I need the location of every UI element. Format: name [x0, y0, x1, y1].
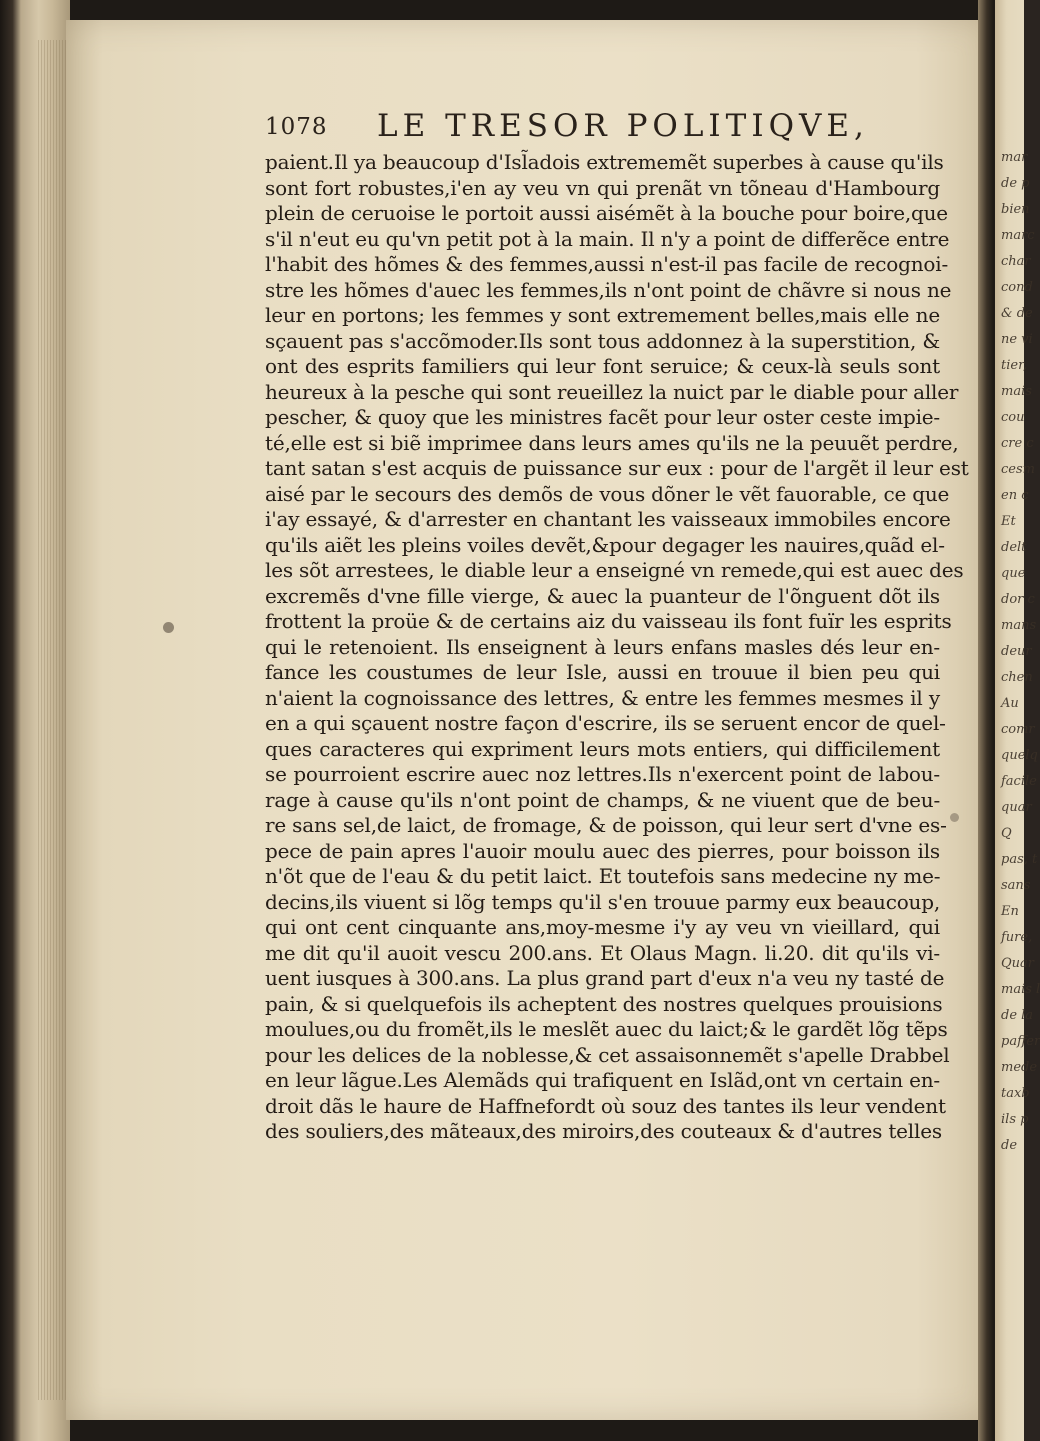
facing-page-fragment: & de: [1001, 306, 1033, 321]
facing-page-fragment: Quar: [1001, 956, 1034, 971]
text-line: qui ont cent cinquante ans,moy-mesme i'y ay veu vn vieillard, qui: [265, 915, 940, 939]
facing-page-fragment: mais: [1001, 384, 1032, 399]
facing-page-fragment: mans: [1001, 618, 1037, 633]
text-line: se pourroient escrire auec noz lettres.Ils n'exercent point de labou-: [265, 762, 940, 786]
text-line: sont fort robustes,i'en ay veu vn qui prenãt vn tõneau d'Hambourg: [265, 175, 940, 200]
text-line: frottent la proüe & de certains aiz du vaisseau ils font fuïr les esprits: [265, 609, 952, 633]
facing-page-fragment: delt: [1001, 540, 1027, 555]
facing-page-fragment: taxb: [1001, 1086, 1030, 1101]
text-line: sçauent pas s'accõmoder.Ils sont tous addonnez à la superstition, &: [265, 328, 940, 353]
facing-page-fragment: fure,: [1001, 930, 1033, 945]
text-line: aisé par le secours des demõs de vous dõner le vẽt fauorable, ce que: [265, 481, 950, 506]
body-text: [265, 150, 969, 1145]
facing-page-fragment: ne vi: [1001, 332, 1033, 347]
text-line: pain, & si quelquefois ils acheptent des nostres quelques prouisions: [265, 991, 943, 1016]
text-line: qu'ils aiẽt les pleins voiles devẽt,&pour degager les nauires,quãd el-: [265, 532, 945, 557]
page-edges: [0, 0, 70, 1441]
facing-page-fragment: mede: [1001, 1060, 1038, 1075]
facing-page-fragment: mar: [1001, 150, 1028, 165]
ink-blot: [950, 813, 959, 822]
facing-page-fragment: de la: [1001, 1008, 1034, 1023]
facing-page-fragment: Au: [1001, 696, 1019, 711]
text-line: leur en portons; les femmes y sont extremement belles,mais elle ne: [265, 303, 940, 327]
facing-page-fragment: cesm: [1001, 462, 1035, 477]
facing-page-fragment: comr: [1001, 722, 1035, 737]
text-line: pour les delices de la noblesse,& cet assaisonnemẽt s'apelle Drabbel: [265, 1042, 950, 1067]
facing-page-fragment: cre c: [1001, 436, 1034, 451]
facing-page-fragment: de: [1001, 1138, 1018, 1153]
facing-page-fragment: deur: [1001, 644, 1032, 659]
facing-page-fragment: en c: [1001, 488, 1029, 503]
facing-page-fragment: En: [1001, 904, 1019, 919]
facing-page-fragment: paffer: [1001, 1034, 1040, 1049]
text-line: i'ay essayé, & d'arrester en chantant les vaisseaux immobiles encore: [265, 507, 951, 531]
facing-page-fragment: char: [1001, 254, 1031, 269]
ink-blot: [163, 622, 174, 633]
text-line: tant satan s'est acquis de puissance sur eux : pour de l'argẽt il leur est: [265, 456, 969, 480]
text-line: ques caracteres qui expriment leurs mots entiers, qui difficilement: [265, 736, 940, 761]
text-line: heureux à la pesche qui sont reueillez la nuict par le diable pour aller: [265, 379, 959, 404]
text-line: n'õt que de l'eau & du petit laict. Et toutefois sans medecine ny me-: [265, 864, 941, 888]
text-line: qui le retenoient. Ils enseignent à leurs enfans masles dés leur en-: [265, 634, 940, 659]
text-line: stre les hõmes d'auec les femmes,ils n'ont point de chãvre si nous ne: [265, 277, 952, 302]
facing-page-fragment: dor c: [1001, 592, 1035, 607]
facing-page-fragment: cou: [1001, 410, 1025, 425]
text-line: paient.Il ya beaucoup d'Isl̃adois extrememẽt superbes à cause qu'ils: [265, 150, 944, 174]
text-line: s'il n'eut eu qu'vn petit pot à la main. Il n'y a point de differẽce entre: [265, 226, 950, 251]
text-line: re sans sel,de laict, de fromage, & de poisson, qui leur sert d'vne es-: [265, 813, 947, 837]
facing-page-fragment: mais l: [1001, 982, 1040, 997]
text-line: en leur lãgue.Les Alemãds qui trafiquent en Islãd,ont vn certain en-: [265, 1068, 940, 1092]
facing-page-fragment: sans: [1001, 878, 1031, 893]
facing-page-fragment: facile: [1001, 774, 1037, 789]
text-line: me dit qu'il auoit vescu 200.ans. Et Olaus Magn. li.20. dit qu'ils vi-: [265, 940, 940, 965]
facing-page-fragment: cond: [1001, 280, 1033, 295]
text-line: uent iusques à 300.ans. La plus grand part d'eux n'a veu ny tasté de: [265, 966, 945, 990]
text-line: decins,ils viuent si lõg temps qu'il s'en trouue parmy eux beaucoup,: [265, 889, 940, 914]
text-line: n'aient la cognoissance des lettres, & entre les femmes mesmes il y: [265, 685, 940, 710]
facing-page-edge: [995, 0, 1040, 1441]
page-number: 1078: [265, 114, 328, 140]
facing-page-fragment: bien: [1001, 202, 1030, 217]
text-line: ont des esprits familiers qui leur font seruice; & ceux-là seuls sont: [265, 354, 940, 378]
text-line: moulues,ou du fromẽt,ils le meslẽt auec du laict;& le gardẽt lõg tẽps: [265, 1017, 948, 1041]
text-line: pescher, & quoy que les ministres facẽt pour leur oster ceste impie-: [265, 405, 940, 429]
facing-page-fragment: tier,: [1001, 358, 1027, 373]
running-title: LE TRESOR POLITIQVE,: [377, 108, 869, 144]
facing-page-fragment: quar: [1001, 800, 1032, 815]
text-line: droit dãs le haure de Haffnefordt où souz des tantes ils leur vendent: [265, 1093, 946, 1118]
facing-page-fragment: marc: [1001, 228, 1035, 243]
facing-page-fragment: Q: [1001, 826, 1012, 841]
facing-page-fragment: ils p: [1001, 1112, 1029, 1127]
facing-page-fragment: Et: [1001, 514, 1016, 529]
text-line: les sõt arrestees, le diable leur a enseigné vn remede,qui est auec des: [265, 558, 964, 582]
text-line: l'habit des hõmes & des femmes,aussi n'est-il pas facile de recognoi-: [265, 252, 949, 276]
text-line: en a qui sçauent nostre façon d'escrire, ils se seruent encor de quel-: [265, 711, 946, 735]
facing-page-fragment: pas, t: [1001, 852, 1038, 867]
text-line: excremẽs d'vne fille vierge, & auec la puanteur de l'õnguent dõt ils: [265, 583, 940, 608]
facing-page-fragment: chen: [1001, 670, 1033, 685]
text-line: des souliers,des mãteaux,des miroirs,des couteaux & d'autres telles: [265, 1119, 942, 1143]
facing-page-fragment: que: [1001, 566, 1026, 581]
text-line: té,elle est si biẽ imprimee dans leurs ames qu'ils ne la peuuẽt perdre,: [265, 430, 959, 455]
page-header: [265, 110, 945, 150]
text-line: pece de pain apres l'auoir moulu auec des pierres, pour boisson ils: [265, 838, 940, 863]
facing-page-fragment: de p: [1001, 176, 1030, 191]
text-line: rage à cause qu'ils n'ont point de champs, & ne viuent que de beu-: [265, 787, 940, 812]
text-line: fance les coustumes de leur Isle, aussi en trouue il bien peu qui: [265, 660, 940, 684]
facing-page-fragment: quelq: [1001, 748, 1038, 763]
text-line: plein de ceruoise le portoit aussi aisémẽt à la bouche pour boire,que: [265, 201, 948, 225]
